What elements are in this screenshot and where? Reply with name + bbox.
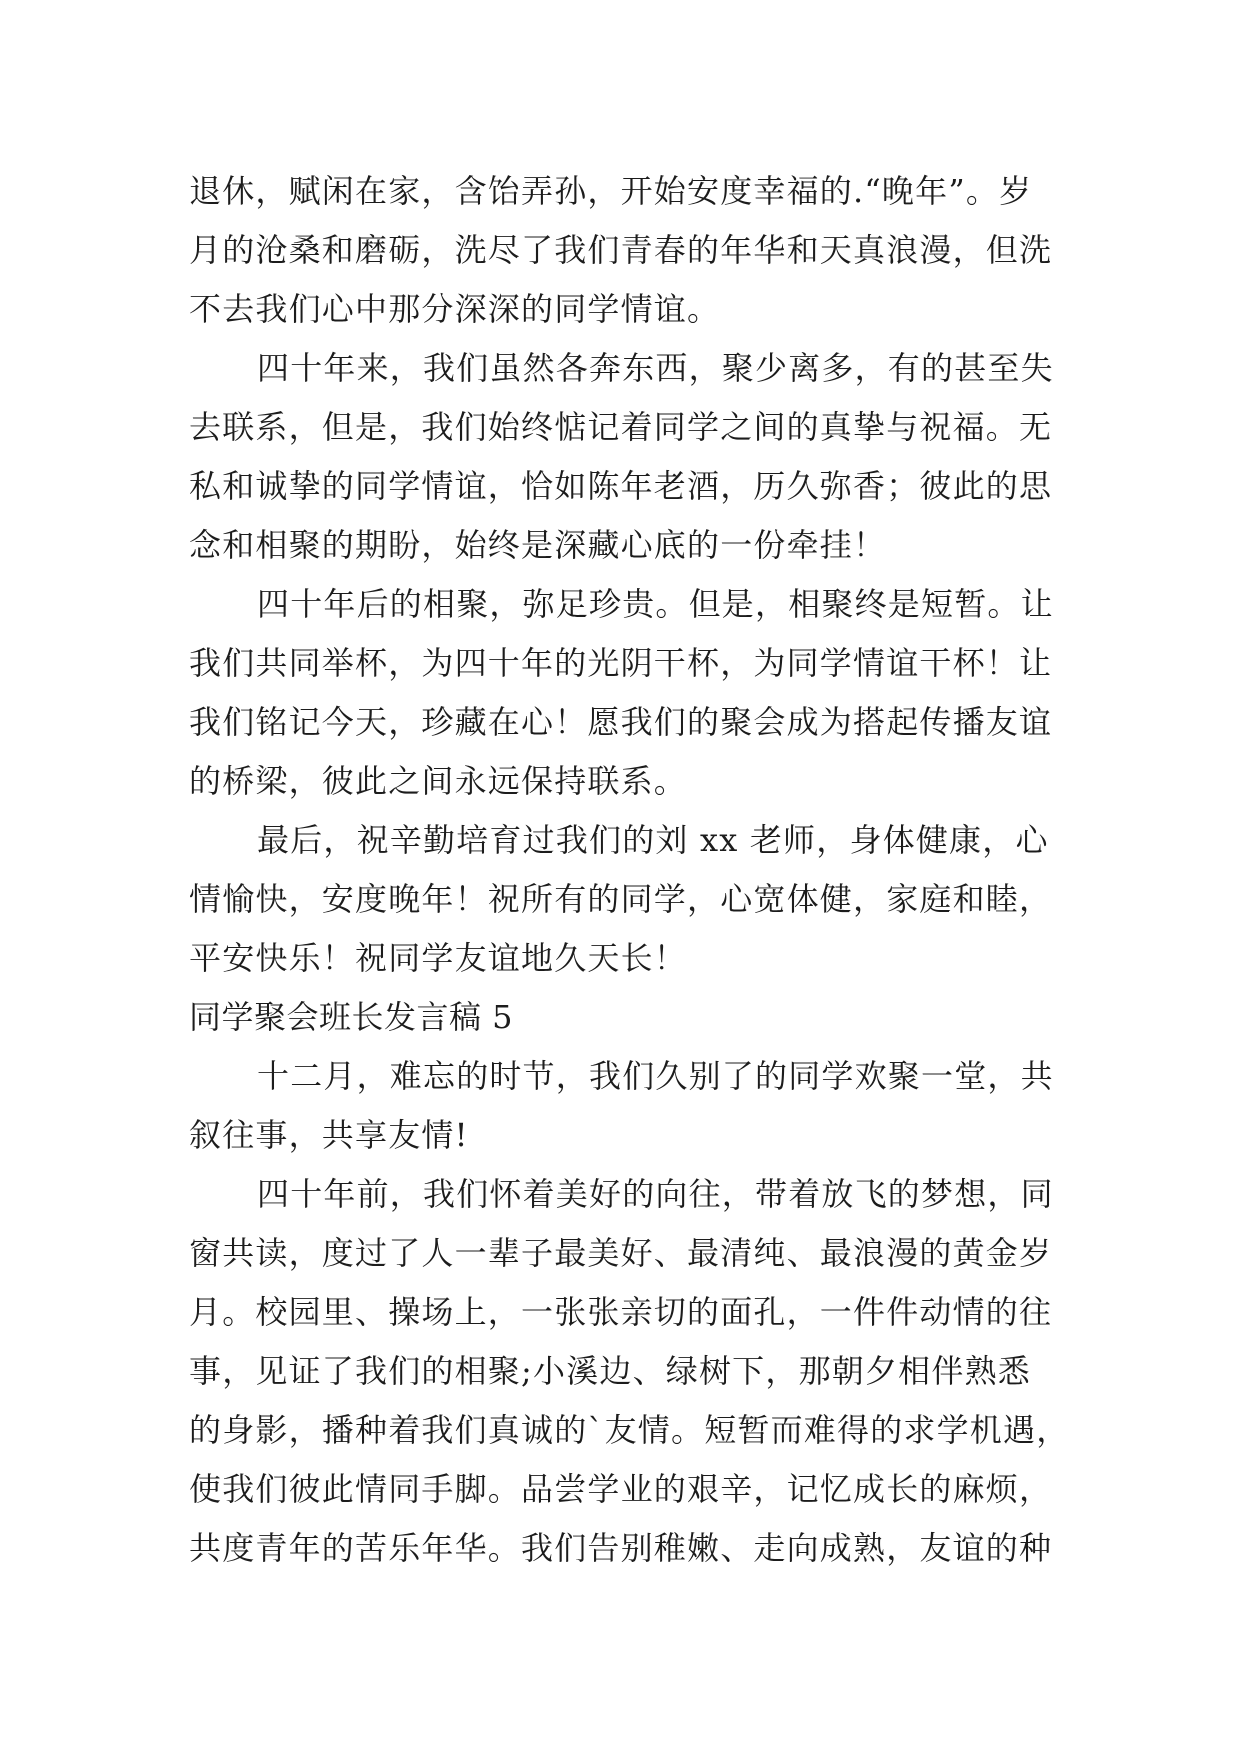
text-line: 共度青年的苦乐年华。我们告别稚嫩、走向成熟，友谊的种 (189, 1529, 1053, 1567)
section-heading: 同学聚会班长发言稿 5 (189, 998, 514, 1036)
text-line: 月的沧桑和磨砺，洗尽了我们青春的年华和天真浪漫，但洗 (189, 231, 1053, 269)
paragraph-first-line: 最后，祝辛勤培育过我们的刘 xx 老师，身体健康，心 (257, 821, 1049, 859)
paragraph-first-line: 四十年前，我们怀着美好的向往，带着放飞的梦想，同 (257, 1175, 1054, 1213)
text-line: 情愉快，安度晚年！祝所有的同学，心宽体健，家庭和睦， (189, 880, 1053, 918)
text-line: 平安快乐！祝同学友谊地久天长！ (189, 939, 688, 977)
text-line: 使我们彼此情同手脚。品尝学业的艰辛，记忆成长的麻烦， (189, 1470, 1053, 1508)
text-line: 窗共读，度过了人一辈子最美好、最清纯、最浪漫的黄金岁 (189, 1234, 1053, 1272)
text-line: 念和相聚的期盼，始终是深藏心底的一份牵挂！ (189, 526, 887, 564)
document-body (189, 162, 1069, 1578)
paragraph-first-line: 四十年来，我们虽然各奔东西，聚少离多，有的甚至失 (257, 349, 1054, 387)
text-line: 我们铭记今天，珍藏在心！愿我们的聚会成为搭起传播友谊 (189, 703, 1053, 741)
text-line: 的身影，播种着我们真诚的`友情。短暂而难得的求学机遇， (189, 1411, 1070, 1449)
text-line: 事，见证了我们的相聚;小溪边、绿树下，那朝夕相伴熟悉 (189, 1352, 1031, 1390)
paragraph-first-line: 四十年后的相聚，弥足珍贵。但是，相聚终是短暂。让 (257, 585, 1054, 623)
text-line: 去联系，但是，我们始终惦记着同学之间的真挚与祝福。无 (189, 408, 1053, 446)
text-line: 我们共同举杯，为四十年的光阴干杯，为同学情谊干杯！让 (189, 644, 1053, 682)
paragraph-first-line: 十二月，难忘的时节，我们久别了的同学欢聚一堂，共 (257, 1057, 1054, 1095)
text-line: 退休，赋闲在家，含饴弄孙，开始安度幸福的.“晚年”。岁 (189, 172, 1033, 210)
text-line: 月。校园里、操场上，一张张亲切的面孔，一件件动情的往 (189, 1293, 1053, 1331)
text-line: 的桥梁，彼此之间永远保持联系。 (189, 762, 688, 800)
text-line: 私和诚挚的同学情谊，恰如陈年老酒，历久弥香；彼此的思 (189, 467, 1053, 505)
text-line: 不去我们心中那分深深的同学情谊。 (189, 290, 721, 328)
text-line: 叙往事，共享友情! (189, 1116, 469, 1154)
